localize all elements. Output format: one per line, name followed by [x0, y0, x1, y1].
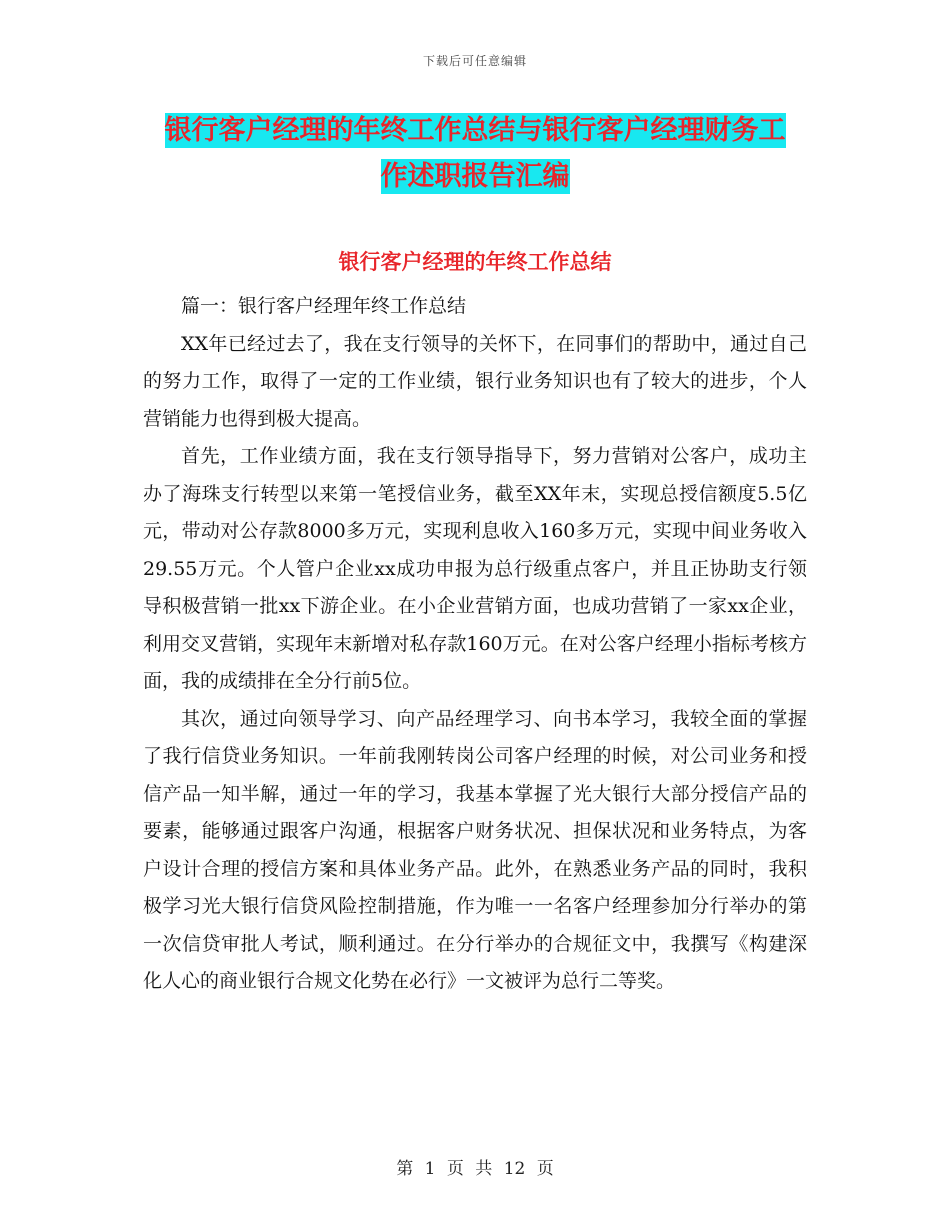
page-number: 第 1 页 共 12 页: [396, 1159, 554, 1179]
paragraph: 首先，工作业绩方面，我在支行领导指导下，努力营销对公客户，成功主办了海珠支行转型以来第一笔授信业务，截至XX年末，实现总授信额度5.5亿元，带动对公存款8000多万元，实现利息收入160多万元，实现中间业务收入29.55万元。个人管户企业xx成功申报为总行级重点客户，并且正协助支行领导积极营销一批xx下游企业。在小企业营销方面，也成功营销了一家xx企业，利用交叉营销，实现年末新增对私存款160万元。在对公客户经理小指标考核方面，我的成绩排在全分行前5位。: [143, 445, 807, 692]
section-title: 银行客户经理的年终工作总结: [338, 250, 612, 274]
document-title-line2: 作述职报告汇编: [380, 161, 570, 192]
paragraph-subtitle: 篇一：银行客户经理年终工作总结: [181, 295, 467, 317]
document-title-line1: 银行客户经理的年终工作总结与银行客户经理财务工: [164, 115, 786, 146]
document-body: [143, 288, 807, 1001]
paragraph: 其次，通过向领导学习、向产品经理学习、向书本学习，我较全面的掌握了我行信贷业务知识。一年前我刚转岗公司客户经理的时候，对公司业务和授信产品一知半解，通过一年的学习，我基本掌握了光大银行大部分授信产品的要素，能够通过跟客户沟通，根据客户财务状况、担保状况和业务特点，为客户设计合理的授信方案和具体业务产品。此外，在熟悉业务产品的同时，我积极学习光大银行信贷风险控制措施，作为唯一一名客户经理参加分行举办的第一次信贷审批人考试，顺利通过。在分行举办的合规征文中，我撰写《构建深化人心的商业银行合规文化势在必行》一文被评为总行二等奖。: [143, 707, 807, 992]
header-note: 下载后可任意编辑: [422, 54, 527, 68]
paragraph: XX年已经过去了，我在支行领导的关怀下，在同事们的帮助中，通过自己的努力工作，取得了一定的工作业绩，银行业务知识也有了较大的进步，个人营销能力也得到极大提高。: [143, 332, 807, 430]
document-title: [120, 108, 830, 200]
